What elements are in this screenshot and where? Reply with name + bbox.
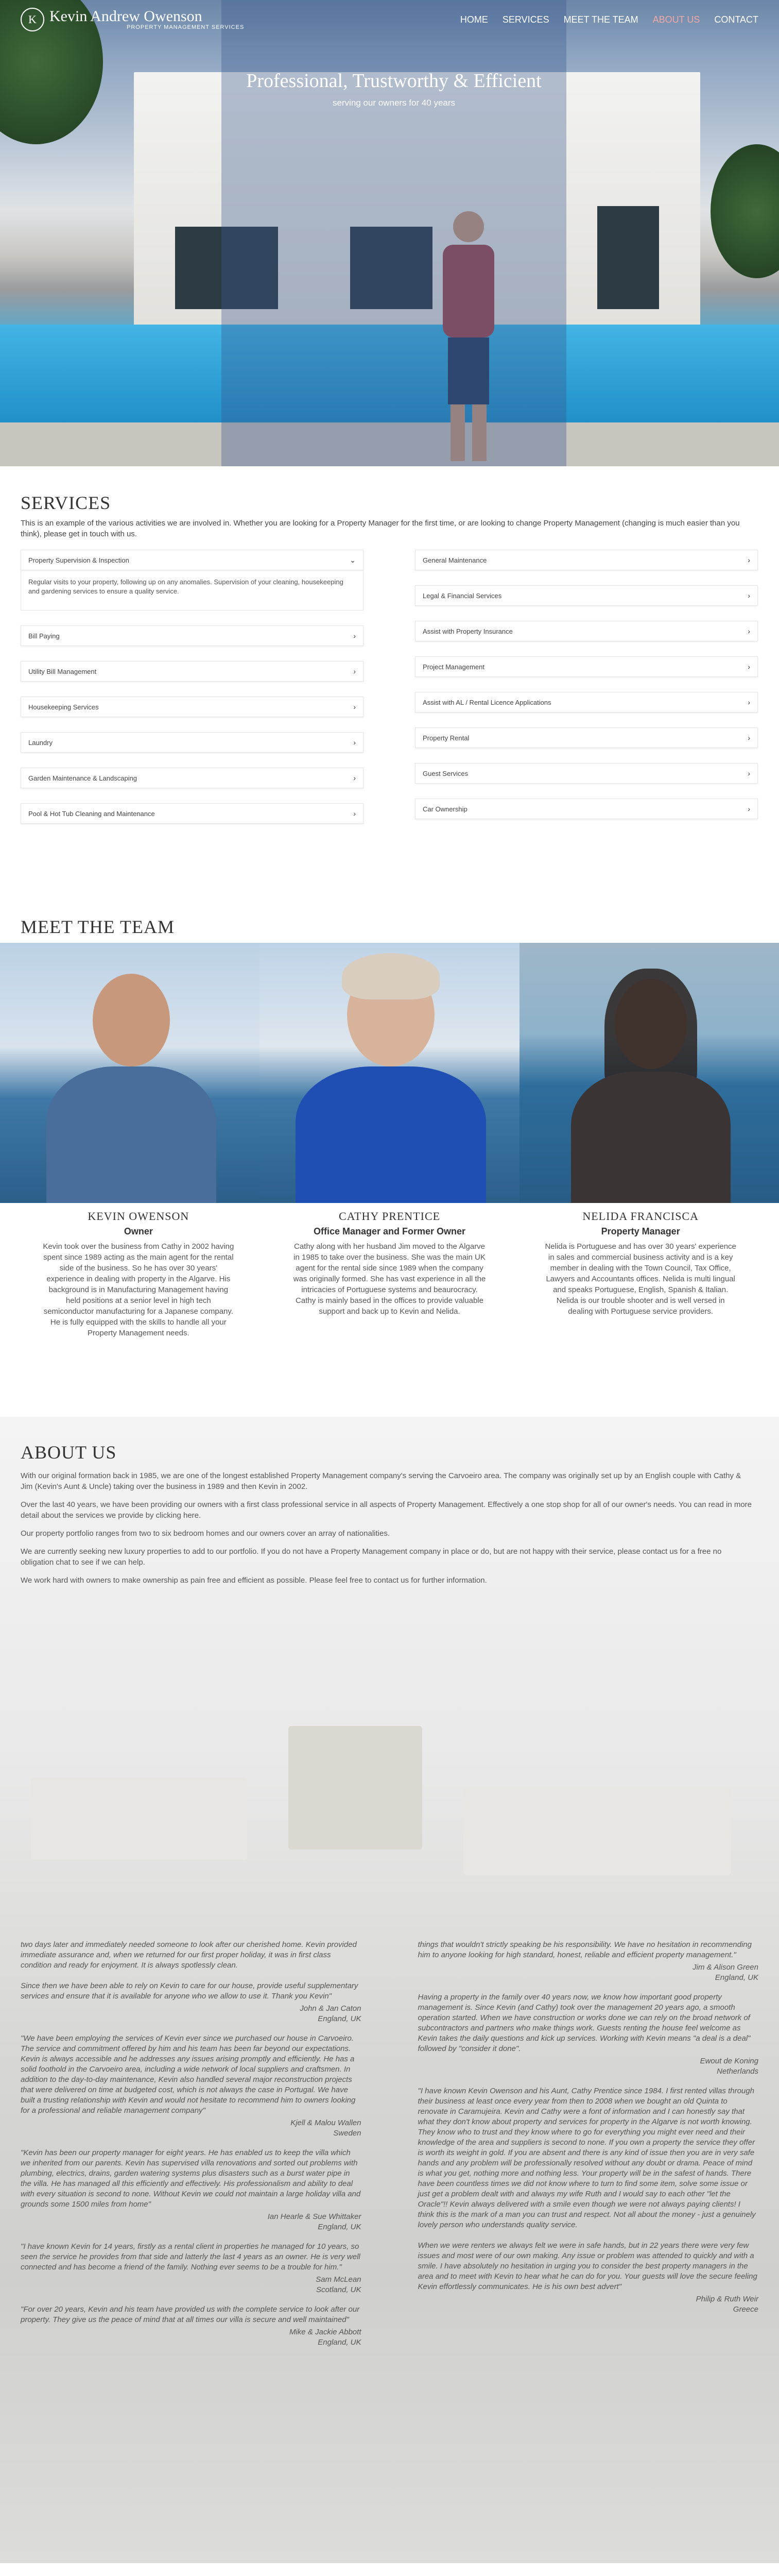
accordion-property-supervision[interactable] — [21, 550, 363, 570]
logo-title: Kevin Andrew Owenson — [49, 8, 202, 25]
testimonial-text: Having a property in the family over 40 years now, we know how important good property management is. Since Kevin (and Cathy) took over the management 20 years ago, a smooth operation started. When we have construction or works done we can rely on the broad network of subcontractors and partners who make things work. Guests renting the house feel welcome as Kevin takes the daily questions and kick up services. Working with Kevin means "a deal is a deal" followed by "consider it done". — [418, 1993, 751, 2053]
chevron-right-icon: › — [748, 591, 750, 600]
accordion-car-ownership[interactable] — [415, 799, 758, 819]
main-nav — [460, 14, 758, 25]
chevron-right-icon: › — [748, 734, 750, 742]
chevron-right-icon: › — [353, 667, 356, 675]
accordion-label: Pool & Hot Tub Cleaning and Maintenance — [28, 809, 155, 818]
nav-home[interactable]: HOME — [460, 14, 488, 25]
testimonial — [418, 1940, 759, 1983]
testimonial-text: things that wouldn't strictly speaking be his responsibility. We have no hesitation in recommending him to anyone looking for high standard, honest, reliable and efficient property management." — [418, 1940, 752, 1959]
about-paragraph: With our original formation back in 1985, we are one of the longest established Property Management company's serving the Carvoeiro area. The company was originally set up by an English couple with Cathy & Jim (Kevin's Aunt & Uncle) taking over the business in 1989 and then Kevin in 2002. — [21, 1471, 741, 1491]
accordion-rental-licence[interactable] — [415, 692, 758, 713]
testimonial-author: Jim & Alison Green England, UK — [693, 1963, 758, 1982]
testimonial-text: "For over 20 years, Kevin and his team have provided us with the complete service to look after our property. They give us the peace of mind that at all times our villa is secure and well maintained" — [21, 2305, 360, 2324]
testimonial-author: Kjell & Malou Wallen Sweden — [290, 2119, 361, 2138]
services-left-column — [21, 550, 363, 839]
testimonials-right — [418, 1940, 759, 2357]
accordion-legal-financial[interactable] — [415, 585, 758, 606]
testimonial — [21, 2242, 361, 2295]
kevin-photo — [0, 943, 259, 1203]
site-header — [0, 0, 779, 39]
site-logo[interactable] — [21, 8, 244, 31]
accordion-label: Property Supervision & Inspection — [28, 556, 129, 564]
accordion-property-rental[interactable] — [415, 727, 758, 748]
member-bio: Nelida is Portuguese and has over 30 years' experience in sales and commercial business activity and is a key member in dealing with the Town Council, Tax Office, Lawyers and Accountants offices. Nelida is multi lingual and speaks Portuguese, English, Spanish & Italian. Nelida is our trouble shooter and is well versed in dealing with Portuguese service providers. — [545, 1242, 736, 1316]
accordion-laundry[interactable] — [21, 732, 363, 753]
hero-banner — [0, 0, 779, 466]
testimonial-author: Philip & Ruth Weir Greece — [696, 2295, 758, 2314]
testimonial-text: "I have known Kevin Owenson and his Aunt, Cathy Prentice since 1984. I first rented villas through their business at least once every year from then to 2008 when we bought an old Quinta to renovate in Caramujeira. Kevin and Cathy were a font of information and I can honestly say that what they don't know about property and services for property in the Algarve is not worth knowing. They know who to trust and they know where to go for everything you might ever need and their knowledge of the area and suppliers is second to none. If you own a property the service they offer is worth its weight in gold. If you are absent and there is any kind of issue then you are in very safe hands and any problem will be professionally resolved without any doubt or drama. Peace of mind is what you get, nothing more and nothing less. Your property will be in the safest of hands. There have been countless times we did not know where to turn to find some item, solve some issue or just get a problem dealt with and always my wife Ruth and I would say to each other "let the Oracle"!! Kevin always delivered with a smile even though we were not always paying clients! I think this is the mark of a man you can trust and respect. Not all about the money - just a genuinely lovely person who understands quality service. When we were renters we always felt we were in safe hands, but in 22 years there were very few issues and most were of our own making. Any issue or problem was attended to quickly and with a smile. I have absolutely no hesitation in urging you to consider the best property managers in the area and to meet with Kevin to hear what he can do for you. Your guests will love the secure feeling Kevin effortlessly communicates. He is his own best advert" — [418, 2087, 757, 2291]
member-name: KEVIN OWENSON — [88, 1210, 189, 1223]
logo-subtitle: PROPERTY MANAGEMENT SERVICES — [127, 24, 245, 30]
member-role: Office Manager and Former Owner — [313, 1226, 466, 1236]
testimonial — [21, 2148, 361, 2232]
testimonials — [21, 1940, 758, 2357]
testimonial — [21, 2033, 361, 2139]
cathy-photo — [259, 943, 519, 1203]
chevron-right-icon: › — [748, 769, 750, 777]
about-paragraph: Over the last 40 years, we have been providing our owners with a first class professional service in all aspects of Property Management. Effectively a one stop shop for all of our owner's needs. You can read in more detail about the services we provide by clicking here. — [21, 1500, 752, 1520]
chevron-right-icon: › — [748, 663, 750, 671]
accordion-bill-paying[interactable] — [21, 625, 363, 646]
testimonial — [418, 2086, 759, 2315]
team-photos — [0, 943, 779, 1203]
about-paragraph: Our property portfolio ranges from two to six bedroom homes and our owners cover an array of nationalities. — [21, 1529, 390, 1538]
nav-contact[interactable]: CONTACT — [714, 14, 758, 25]
member-role: Property Manager — [601, 1226, 680, 1236]
accordion-general-maintenance[interactable] — [415, 550, 758, 570]
services-section — [21, 492, 758, 839]
about-paragraph: We are currently seeking new luxury properties to add to our portfolio. If you do not have a Property Management company in place or do, but are not happy with their service, please contact us for a free no obligation chat to see if we can help. — [21, 1547, 722, 1567]
testimonial — [418, 1992, 759, 2077]
member-bio: Kevin took over the business from Cathy in 2002 having spent since 1989 acting as the main agent for the rental side of the business. So he has over 30 years' experience in dealing with property in the Algarve. His background is in Manufacturing Management having held positions at a senior level in high tech semiconductor manufacturing for a Japanese company. He is fully equipped with the skills to handle all your Property Management needs. — [43, 1242, 234, 1337]
testimonial-text: "I have known Kevin for 14 years, firstly as a rental client in properties he managed for 10 years, so seen the service he provides from that side and latterly the last 4 years as an owner. He is very well connected and has become a friend of the family. Nothing ever seems to be a trouble for him." — [21, 2242, 360, 2272]
nelida-photo — [520, 943, 779, 1203]
member-role: Owner — [124, 1226, 153, 1236]
accordion-garden[interactable] — [21, 768, 363, 788]
nav-about-us[interactable]: ABOUT US — [652, 14, 700, 25]
testimonial-author: Sam McLean Scotland, UK — [316, 2275, 361, 2294]
services-title: SERVICES — [21, 493, 111, 513]
logo-mark-icon: K — [21, 8, 44, 31]
chevron-right-icon: › — [353, 632, 356, 640]
team-member-nelida — [523, 1210, 758, 1338]
services-right-column — [415, 550, 758, 839]
accordion-label: Legal & Financial Services — [423, 591, 502, 600]
member-name: NELIDA FRANCISCA — [582, 1210, 699, 1223]
accordion-housekeeping[interactable] — [21, 697, 363, 717]
testimonial-author: John & Jan Caton England, UK — [300, 2004, 361, 2023]
member-name: CATHY PRENTICE — [338, 1210, 441, 1223]
team-member-cathy — [272, 1210, 508, 1338]
nav-services[interactable]: SERVICES — [502, 14, 549, 25]
accordion-label: Property Rental — [423, 734, 470, 742]
accordion-utility-bill[interactable] — [21, 661, 363, 682]
testimonial-text: "Kevin has been our property manager for eight years. He has enabled us to keep the villa which we inherited from our parents. Kevin has supervised villa renovations and sorted out problems with plumbing, electrics, drains, garden watering systems plus disasters such as a burst water pipe in the villa. He has managed all this efficiently and effectively. His professionalism and ability to deal with every situation is second to none. Without Kevin we could not maintain a large holiday villa and grounds some 1500 miles from home" — [21, 2148, 361, 2209]
chevron-right-icon: › — [353, 774, 356, 782]
chevron-right-icon: › — [353, 809, 356, 818]
accordion-label: Guest Services — [423, 769, 469, 777]
chevron-right-icon: › — [748, 805, 750, 813]
about-paragraph: We work hard with owners to make ownership as pain free and efficient as possible. Please feel free to contact us for further information. — [21, 1576, 487, 1585]
testimonials-left — [21, 1940, 361, 2357]
team-info — [21, 1210, 758, 1338]
accordion-insurance[interactable] — [415, 621, 758, 641]
accordion-pool[interactable] — [21, 803, 363, 824]
accordion-label: Garden Maintenance & Landscaping — [28, 774, 137, 782]
accordion-label: Laundry — [28, 738, 53, 747]
accordion-label: Assist with AL / Rental Licence Applications — [423, 698, 551, 706]
accordion-guest-services[interactable] — [415, 763, 758, 784]
accordion-label: Utility Bill Management — [28, 667, 97, 675]
chevron-right-icon: › — [353, 738, 356, 747]
accordion-label: Project Management — [423, 663, 484, 671]
team-member-kevin — [21, 1210, 256, 1338]
team-title: MEET THE TEAM — [21, 917, 175, 937]
testimonial — [21, 1940, 361, 2024]
hero-subtitle: serving our owners for 40 years — [332, 98, 456, 108]
about-section — [21, 1442, 758, 1586]
services-intro: This is an example of the various activities we are involved in. Whether you are looking for a Property Manager for the first time, or are looking to change Property Management (changing is much easier than you think), please get in touch with us. — [21, 519, 740, 538]
testimonial-author: Mike & Jackie Abbott England, UK — [289, 2328, 361, 2347]
chevron-down-icon: ⌄ — [350, 555, 356, 564]
accordion-label: Assist with Property Insurance — [423, 627, 513, 635]
nav-meet-the-team[interactable]: MEET THE TEAM — [563, 14, 638, 25]
accordion-body: Regular visits to your property, following up on any anomalies. Supervision of your cleaning, housekeeping and gardening services to ensure a quality service. — [21, 570, 363, 611]
testimonial-author: Ewout de Koning Netherlands — [700, 2057, 758, 2076]
member-bio: Cathy along with her husband Jim moved to the Algarve in 1985 to take over the business. She was the main UK agent for the rental side since 1989 when the company was originally formed. She has vast experience in all the intricacies of Portuguese systems and beaurocracy. Cathy is mainly based in the offices to provide valuable support and back up to Kevin and Nelida. — [293, 1242, 486, 1316]
accordion-project-management[interactable] — [415, 656, 758, 677]
accordion-label: General Maintenance — [423, 556, 487, 564]
testimonial — [21, 2304, 361, 2348]
about-title: ABOUT US — [21, 1442, 117, 1463]
testimonial-author: Ian Hearle & Sue Whittaker England, UK — [267, 2212, 361, 2231]
testimonial-text: two days later and immediately needed someone to look after our cherished home. Kevin provided immediate assurance and, when we returned for our first proper holiday, it was in first class condition and ready for enjoyment. It is always spotlessly clean. Since then we have been able to rely on Kevin to care for our house, provide useful supplementary services and ensure that it is available for anyone who we allow to use it. Thank you Kevin" — [21, 1940, 358, 2001]
testimonial-text: "We have been employing the services of Kevin ever since we purchased our house in Carvoeiro. The service and commitment offered by him and his team has been far beyond our expectations. Kevin is always accessible and he addresses any issues arising promptly and efficiently. He has a solid foothold in the Carvoeiro area, including a wide network of local suppliers and craftsmen. In addition to the day-to-day maintenance, Kevin also handled several major reconstruction projects that were delivered on time at budgeted cost, which is not always the case in Portugal. We have built a trusting relationship with Kevin and would not hesitate to recommend him to owners looking for a professional and reliable management company" — [21, 2034, 356, 2115]
chevron-right-icon: › — [748, 698, 750, 706]
accordion-label: Car Ownership — [423, 805, 468, 813]
accordion-label: Bill Paying — [28, 632, 60, 640]
hero-title: Professional, Trustworthy & Efficient — [246, 70, 542, 92]
accordion-label: Housekeeping Services — [28, 703, 99, 711]
chevron-right-icon: › — [748, 627, 750, 635]
chevron-right-icon: › — [748, 556, 750, 564]
chevron-right-icon: › — [353, 703, 356, 711]
tree-decoration — [711, 144, 779, 278]
